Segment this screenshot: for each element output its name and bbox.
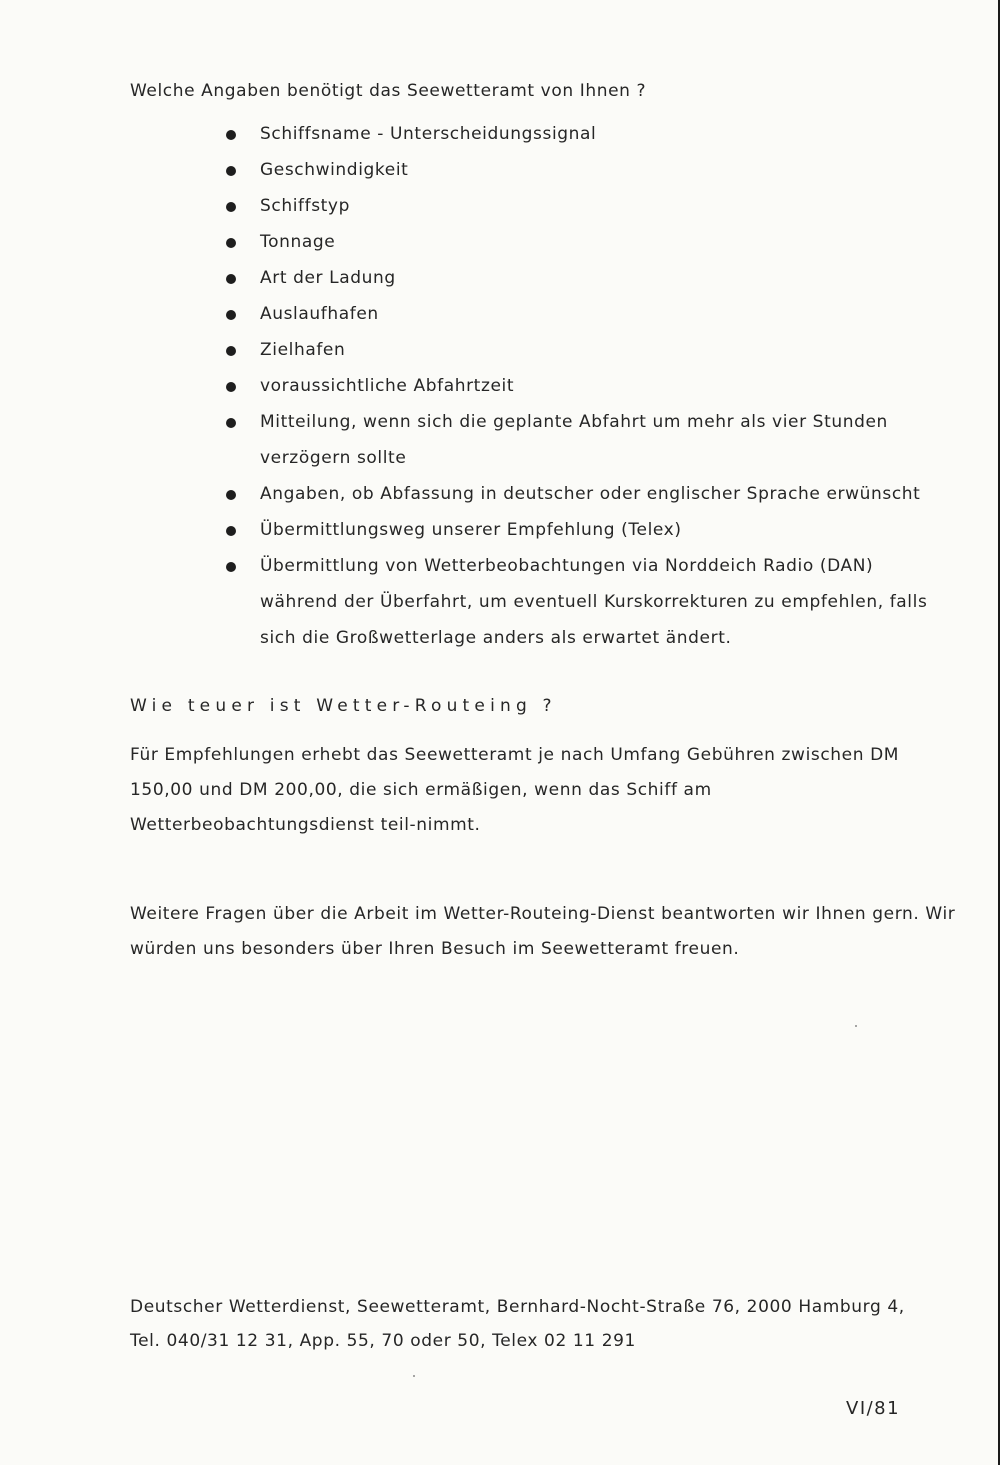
list-item-text: Übermittlungsweg unserer Empfehlung (Telex)	[260, 520, 682, 540]
bullet-icon	[226, 310, 236, 320]
list-item-text: Tonnage	[260, 232, 336, 252]
footer-address: Deutscher Wetterdienst, Seewetteramt, Bernhard-Nocht-Straße 76, 2000 Hamburg 4,	[130, 1297, 905, 1317]
list-item-text: Zielhafen	[260, 340, 346, 360]
bullet-icon	[226, 526, 236, 536]
scan-speck	[855, 1025, 857, 1027]
list-item	[224, 548, 944, 656]
cost-heading: Wie teuer ist Wetter-Routeing ?	[130, 696, 557, 716]
list-item-text: Art der Ladung	[260, 268, 396, 288]
list-item-text: Schiffstyp	[260, 196, 350, 216]
closing-paragraph: Weitere Fragen über die Arbeit im Wetter-Routeing-Dienst beantworten wir Ihnen gern. Wir würden uns besonders über Ihren Besuch im Seewetteramt freuen.	[130, 904, 956, 959]
page-number: VI/81	[846, 1398, 901, 1419]
list-item	[224, 404, 944, 476]
list-item-text: Auslaufhafen	[260, 304, 379, 324]
list-item	[224, 512, 944, 548]
bullet-icon	[226, 562, 236, 572]
list-item	[224, 188, 944, 224]
scan-speck	[413, 1375, 415, 1377]
list-item-text: Geschwindigkeit	[260, 160, 409, 180]
cost-paragraph: Für Empfehlungen erhebt das Seewetteramt je nach Umfang Gebühren zwischen DM 150,00 und DM 200,00, die sich ermäßigen, wenn das Schiff am Wetterbeobachtungsdienst teil-nimmt.	[130, 745, 900, 835]
list-item-text: Angaben, ob Abfassung in deutscher oder englischer Sprache erwünscht	[260, 484, 921, 504]
list-item	[224, 368, 944, 404]
bullet-icon	[226, 130, 236, 140]
bullet-icon	[226, 274, 236, 284]
list-item	[224, 332, 944, 368]
list-item-text: Übermittlung von Wetterbeobachtungen via Norddeich Radio (DAN) während der Überfahrt, um eventuell Kurskorrekturen zu empfehlen, falls sich die Großwetterlage anders als erwartet ändert.	[260, 556, 928, 648]
list-item	[224, 296, 944, 332]
footer-contact: Tel. 040/31 12 31, App. 55, 70 oder 50, Telex 02 11 291	[130, 1331, 636, 1351]
bullet-icon	[226, 382, 236, 392]
intro-question: Welche Angaben benötigt das Seewetteramt von Ihnen ?	[130, 81, 647, 101]
required-info-list	[224, 116, 944, 656]
list-item-text: Mitteilung, wenn sich die geplante Abfahrt um mehr als vier Stunden verzögern sollte	[260, 412, 888, 468]
bullet-icon	[226, 238, 236, 248]
bullet-icon	[226, 418, 236, 428]
list-item	[224, 224, 944, 260]
list-item	[224, 152, 944, 188]
bullet-icon	[226, 490, 236, 500]
bullet-icon	[226, 346, 236, 356]
list-item	[224, 476, 944, 512]
list-item	[224, 260, 944, 296]
list-item	[224, 116, 944, 152]
list-item-text: Schiffsname - Unterscheidungssignal	[260, 124, 597, 144]
bullet-icon	[226, 202, 236, 212]
list-item-text: voraussichtliche Abfahrtzeit	[260, 376, 515, 396]
bullet-icon	[226, 166, 236, 176]
